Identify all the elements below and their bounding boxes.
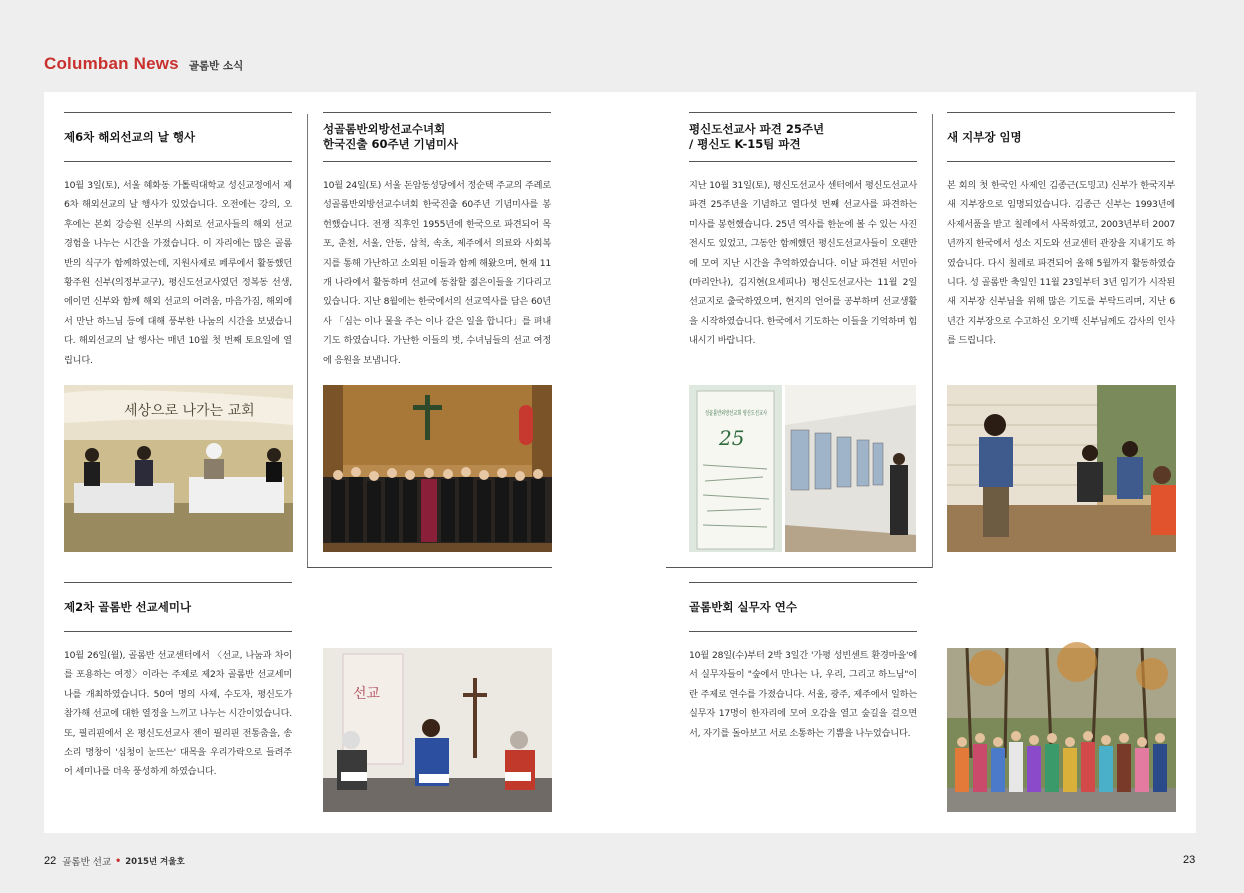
right-page [666,92,1196,833]
seminar-photo [323,648,552,812]
separator-dot: • [115,855,122,867]
article-title: 평신도선교사 파견 25주년 / 평신도 K-15팀 파견 [689,122,825,151]
article-body: 10월 26일(월), 골롬반 선교센터에서 〈선교, 나눔과 차이를 포용하는 여정〉이라는 주제로 제2차 골롬반 선교세미나를 개최하였습니다. 50여 명의 사제, 수도자, 평신도가 참가해 선교에 대한 열정을 느끼고 나누는 시간이었습니다. 또, 필리핀에서 온 평신도선교사 젠이 필리핀 전통춤을, 송소리 명창이 '심청이 눈뜨는' 대목을 우리가락으로 들려주어 세미나를 더욱 풍성하게 하였습니다. [64,650,292,778]
title-rule-bottom [689,161,917,162]
column-divider [307,114,308,568]
article-body: 지난 10월 31일(토), 평신도선교사 센터에서 평신도선교사 파견 25주년을 기념하고 열다섯 번째 선교사를 파견하는 미사를 봉헌했습니다. 25년 역사를 한눈에 볼 수 있는 사진 전시도 있었고, 그동안 함께했던 평신도선교사들이 오랜만에 모여 지난 시간을 추억하였습니다. 이날 파견된 서민아(마리안나), 김지현(요세피나) 평신도선교사는 11월 2일 선교지로 출국하였으며, 현지의 언어를 공부하며 선교생활을 시작하였습니다. 한국에서 기도하는 이들을 기억하며 힘내시기 바랍니다. [689,180,917,347]
article-body: 10월 3일(토), 서울 혜화동 가톨릭대학교 성신교정에서 제6차 해외선교의 날 행사가 있었습니다. 오전에는 강의, 오후에는 본회 강승원 신부의 사회로 선교사들의 해외 선교 경험을 나누는 시간을 가졌습니다. 이 자리에는 많은 골롬반의 식구가 함께하였는데, 지원사제로 페루에서 활동했던 황주원 신부(의정부교구), 평신도선교사였던 정복동 선생, 에이먼 신부와 함께 해외 선교의 어려움, 마음가짐, 해외에서 만난 하느님 등에 대해 풍부한 나눔의 시간을 보냈습니다. 해외선교의 날 행사는 매년 10월 첫 번째 토요일에 열립니다. [64,180,292,366]
article-title: 제2차 골롬반 선교세미나 [64,599,192,614]
article-title: 골롬반회 실무자 연수 [689,599,797,614]
page-gutter [574,92,666,833]
photo-exhibition-photo [785,385,916,552]
title-rule-bottom [947,161,1175,162]
right-folio [1183,854,1201,866]
article-mission-seminar [64,582,292,782]
issue-label: 2015년 겨울호 [125,857,185,867]
left-folio [44,854,185,868]
banner-text: 세상으로 나가는 교회 [124,403,255,419]
poster-number: 25 [719,426,745,450]
title-rule-bottom [689,631,917,632]
article-staff-training [689,582,917,743]
panel-discussion-photo [64,385,293,552]
article-title: 새 지부장 임명 [947,129,1022,144]
article-title: 제6차 해외선교의 날 행사 [64,129,196,144]
section-rule [666,567,932,568]
article-title: 성골롬반외방선교수녀회 한국진출 60주년 기념미사 [323,122,459,151]
article-lay-missionary-25th [689,112,917,351]
magazine-spread [44,92,1196,833]
article-body: 본 회의 첫 한국인 사제인 김종근(도밍고) 신부가 한국지부 새 지부장으로 임명되었습니다. 김종근 신부는 1993년에 사제서품을 받고 칠레에서 사목하였고, 2003년부터 2007년까지 한국에서 성소 지도와 선교센터 관장을 지내기도 하였습니다. 다시 칠레로 파견되어 올해 5월까지 활동하였습니다. 성 골롬반 축일인 11월 23일부터 3년 임기가 시작된 새 지부장 신부님을 위해 많은 기도를 부탁드리며, 지난 6년간 지부장으로 수고하신 오기백 신부님께도 감사의 인사를 드립니다. [947,180,1175,347]
title-rule-bottom [64,161,292,162]
article-body: 10월 24일(토) 서울 돈암동성당에서 정순택 주교의 주례로 성골롬반외방선교수녀회 한국진출 60주년 기념미사를 봉헌했습니다. 전쟁 직후인 1955년에 한국으로 파견되어 목포, 춘천, 서울, 안동, 삼척, 속초, 제주에서 의료와 사회복지를 통해 가난하고 소외된 이들과 함께 해왔으며, 현재 11개 나라에서 활동하며 선교에 동참할 젊은이들을 기다리고 있습니다. 지난 8월에는 한국에서의 선교역사를 담은 60년사 「심는 이나 물을 주는 이나 같은 일을 합니다」를 펴내기도 하였습니다. 가난한 이들의 벗, 수녀님들의 선교 여정에 응원을 보냅니다. [323,180,551,366]
section-rule [307,567,552,568]
anniversary-mass-group-photo [323,385,552,552]
section-title: 골롬반 소식 [188,60,244,72]
poster-caption: 성골롬반외방선교회 평신도선교사 [705,410,794,417]
article-overseas-mission-day [64,112,292,370]
article-body: 10월 28일(수)부터 2박 3일간 '가평 성빈센트 환경마을'에서 실무자들이 "숲에서 만나는 나, 우리, 그리고 하느님"이란 주제로 연수를 가졌습니다. 서울, 광주, 제주에서 일하는 실무자 17명이 한자리에 모여 오감을 열고 숲길을 걸으면서, 자기를 돌아보고 서로 소통하는 기쁨을 나누었습니다. [689,650,917,739]
title-rule-bottom [323,161,551,162]
brand-title: Columban News [44,54,179,73]
forest-training-group-photo [947,648,1176,812]
page-header [44,54,243,78]
new-director-photo [947,385,1176,552]
left-page-number: 22 [44,855,57,867]
seminar-poster-text: 선교 [353,686,381,702]
column-divider [932,114,933,568]
article-new-regional-director [947,112,1175,351]
left-page [44,92,574,833]
magazine-name: 골롬반 선교 [62,857,112,868]
right-page-number: 23 [1183,854,1196,866]
title-rule-bottom [64,631,292,632]
anniversary-poster-photo [689,385,794,552]
article-sisters-60th-anniversary [323,112,551,370]
